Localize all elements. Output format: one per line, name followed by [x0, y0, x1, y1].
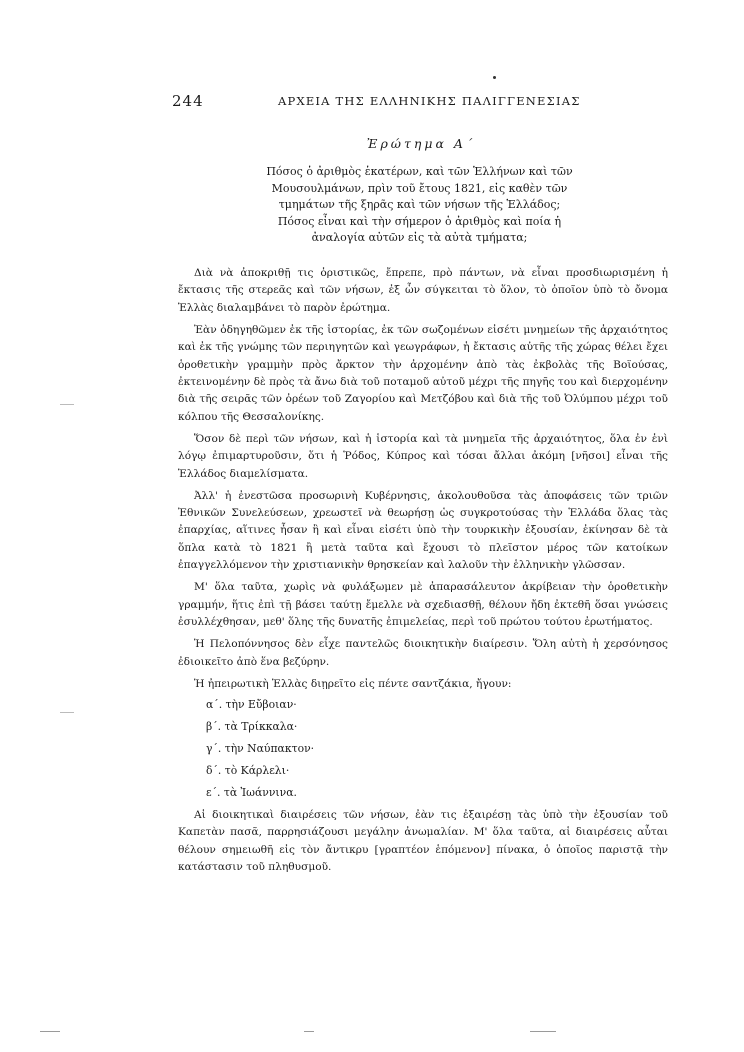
scan-bottom-mark: [530, 1031, 556, 1032]
list-item: α΄. τὴν Εὔβοιαν·: [206, 697, 297, 711]
body-paragraph-6: Ἡ Πελοπόννησος δὲν εἶχε παντελῶς διοικητικὴν διαίρεσιν. Ὅλη αὐτὴ ἡ χερσόνησος ἐδιοικεῖτο ἀπὸ ἕνα βεζύρην.: [178, 638, 668, 668]
body-paragraph-7: Ἡ ἠπειρωτικὴ Ἑλλὰς διῃρεῖτο εἰς πέντε σαντζάκια, ἤγουν:: [194, 677, 512, 690]
scan-bottom-mark: [304, 1031, 314, 1032]
sanjak-list: [178, 694, 668, 804]
page-number: 244: [172, 92, 204, 110]
body-paragraph-2: Ἐὰν ὁδηγηθῶμεν ἐκ τῆς ἱστορίας, ἐκ τῶν σωζομένων εἰσέτι μνημείων τῆς ἀρχαιότητος καὶ ἐκ τῆς γνώμης τῶν περιηγητῶν καὶ γεωγράφων, ἡ ἔκτασις αὐτῆς τῆς χώρας θέλει ἔχει ὁροθετικὴν γραμμὴν πρὸς ἄρκτον τὴν ἀρχομένην ἀπὸ τὰς ἐκβολὰς τῆς Βοϊούσας, ἐκτεινομένην δὲ πρὸς τὰ ἄνω διὰ τοῦ ποταμοῦ αὐτοῦ μέχρι τῆς πηγῆς του καὶ διερχομένην διὰ τῆς σειρᾶς τῶν ὀρέων τοῦ Ζαγορίου καὶ Μετζόβου καὶ διὰ τῆς τοῦ Ὀλύμπου μέχρι τοῦ κόλπου τῆς Θεσσαλονίκης.: [178, 323, 668, 423]
body-paragraph-1: Διὰ νὰ ἀποκριθῇ τις ὁριστικῶς, ἔπρεπε, πρὸ πάντων, νὰ εἶναι προσδιωρισμένη ἡ ἔκτασις τῆς στερεᾶς καὶ τῶν νήσων, ἐξ ὧν σύγκειται τὸ ὅλον, τὸ ὁποῖον ὑπὸ τὸ ὄνομα Ἑλλὰς διαλαμβάνει τὸ παρὸν ἐρώτημα.: [178, 267, 668, 314]
body-text: [178, 265, 668, 881]
closing-paragraph: Αἱ διοικητικαὶ διαιρέσεις τῶν νήσων, ἐὰν τις ἐξαιρέσῃ τὰς ὑπὸ τὴν ἐξουσίαν τοῦ Καπετὰν πασᾶ, παρρησιάζουσι μεγάλην ἀνωμαλίαν. Μ' ὅλα ταῦτα, αἱ διαιρέσεις αὗται θέλουν σημειωθῆ εἰς τὸν ἄντικρυ [γραπτέον ἑπόμενον] πίνακα, ὁ ὁποῖος παριστᾷ τὴν κατάστασιν τοῦ πληθυσμοῦ.: [178, 808, 668, 874]
scan-edge-mark: [60, 404, 74, 405]
question-block: [252, 164, 587, 247]
body-paragraph-5: Μ' ὅλα ταῦτα, χωρὶς νὰ φυλάξωμεν μὲ ἀπαρασάλευτον ἀκρίβειαν τὴν ὁροθετικὴν γραμμήν, ἥτις ἐπὶ τῇ βάσει ταύτῃ ἔμελλε νὰ σχεδιασθῇ, θέλουν ἤδη ἐκτεθῆ ὅσαι γνώσεις ἐσυλλέχθησαν, μεθ' ὅλης τῆς δυνατῆς ἐπιμελείας, περὶ τοῦ πρώτου τούτου ἐρωτήματος.: [178, 581, 668, 629]
list-item: δ΄. τὸ Κάρλελι·: [206, 763, 290, 777]
body-paragraph-3: Ὅσον δὲ περὶ τῶν νήσων, καὶ ἡ ἱστορία καὶ τὰ μνημεῖα τῆς ἀρχαιότητος, ὅλα ἐν ἑνὶ λόγῳ ἐπιμαρτυροῦσιν, ὅτι ἡ Ῥόδος, Κύπρος καὶ τόσαι ἄλλαι ἀκόμη [νῆσοι] εἶναι τῆς Ἑλλάδος διαμελίσματα.: [178, 432, 668, 480]
question-title: Ἐρώτημα Α΄: [366, 136, 476, 151]
body-paragraph-4: Ἀλλ' ἡ ἐνεστῶσα προσωρινὴ Κυβέρνησις, ἀκολουθοῦσα τὰς ἀποφάσεις τῶν τριῶν Ἐθνικῶν Συνελεύσεων, χρεωστεῖ νὰ θεωρήσῃ ὡς συγκροτούσας τὴν Ἑλλάδα ὅλας τὰς ἐπαρχίας, αἵτινες ἦσαν ἢ καὶ εἶναι εἰσέτι ὑπὸ τὴν τουρκικὴν ἐξουσίαν, ἐκίνησαν δὲ τὰ ὅπλα κατὰ τὸ 1821 ἢ μετὰ ταῦτα καὶ ἔχουσι τὸ πλεῖστον μέρος τῶν κατοίκων ἐπαγγελλόμενον τὴν χριστιανικὴν θρησκείαν καὶ λαλοῦν τὴν ἑλληνικὴν γλῶσσαν.: [178, 489, 668, 572]
question-paragraph-2: Πόσος εἶναι καὶ τὴν σήμερον ὁ ἀριθμὸς καὶ ποία ἡ ἀναλογία αὐτῶν εἰς τὰ αὐτὰ τμήματα;: [277, 214, 562, 245]
list-item: γ΄. τὴν Ναύπακτον·: [206, 741, 315, 755]
scan-edge-mark: [60, 712, 74, 713]
list-item: ε΄. τὰ Ἰωάννινα.: [206, 785, 297, 799]
running-title: ΑΡΧΕΙΑ ΤΗΣ ΕΛΛΗΝΙΚΗΣ ΠΑΛΙΓΓΕΝΕΣΙΑΣ: [278, 94, 581, 108]
question-paragraph-1: Πόσος ὁ ἀριθμὸς ἑκατέρων, καὶ τῶν Ἑλλήνων καὶ τῶν Μουσουλμάνων, πρὶν τοῦ ἔτους 1821, εἰς καθὲν τῶν τμημάτων τῆς ξηρᾶς καὶ τῶν νήσων τῆς Ἑλλάδος;: [266, 165, 573, 212]
page-header: [172, 92, 581, 114]
scan-bottom-mark: [40, 1031, 60, 1032]
ink-speck: [493, 76, 496, 79]
list-item: β΄. τὰ Τρίκκαλα·: [206, 719, 298, 733]
